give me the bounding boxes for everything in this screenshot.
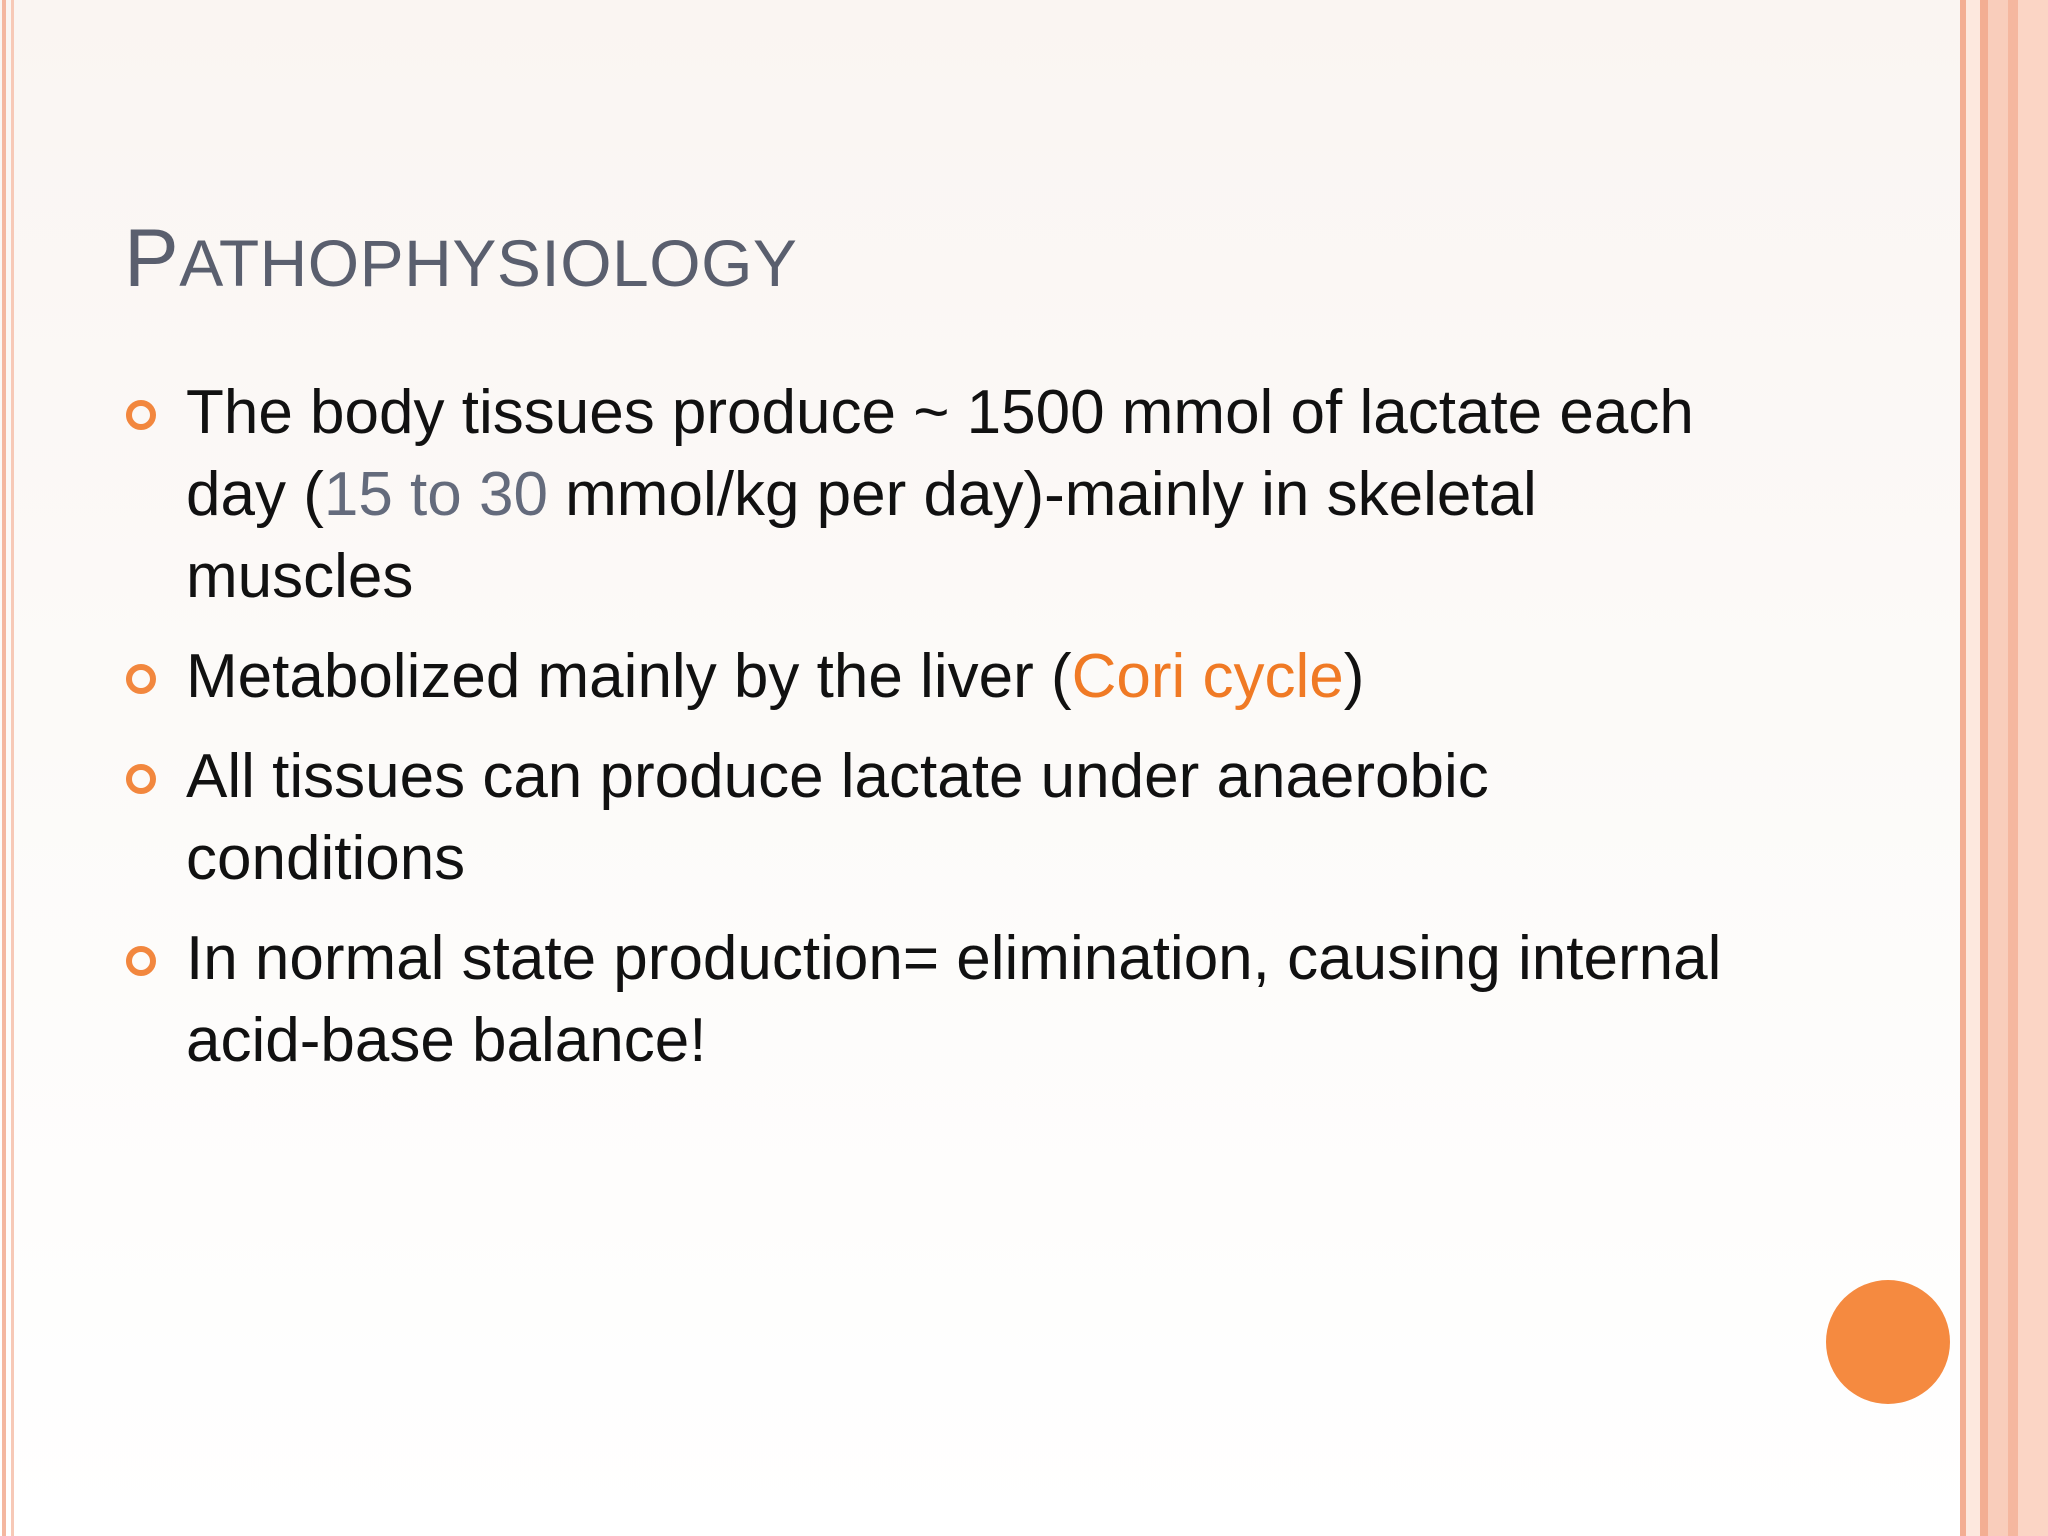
bullet-text: The body tissues produce ~ 1500 mmol of lactate each day (	[186, 378, 1694, 529]
left-border-line	[2, 0, 6, 1536]
decorative-circle	[1826, 1280, 1950, 1404]
bullet-highlight-range: 15 to 30	[323, 460, 548, 529]
right-border-stripe	[2008, 0, 2018, 1536]
slide-title	[124, 214, 797, 308]
bullet-item	[124, 372, 1744, 618]
bullet-text: All tissues can produce lactate under anaerobic conditions	[186, 742, 1489, 893]
bullet-text: mmol/kg per day)-mainly in skeletal muscles	[186, 460, 1537, 611]
left-border-line	[11, 0, 14, 1536]
right-border-stripe	[1966, 0, 1980, 1536]
right-border-stripe	[2018, 0, 2048, 1536]
right-border-stripe	[1988, 0, 2008, 1536]
slide-title-initial: P	[124, 213, 180, 304]
bullet-text: In normal state production= elimination, causing internal acid-base balance!	[186, 924, 1722, 1075]
ring-bullet-icon	[126, 764, 156, 794]
ring-bullet-icon	[126, 664, 156, 694]
bullet-highlight-cori-cycle: Cori cycle	[1071, 642, 1344, 711]
bullet-item	[124, 636, 1744, 718]
bullet-text: )	[1343, 642, 1365, 711]
bullet-text: Metabolized mainly by the liver (	[186, 642, 1072, 711]
slide-title-rest: ATHOPHYSIOLOGY	[179, 226, 798, 300]
bullet-item	[124, 736, 1744, 900]
ring-bullet-icon	[126, 400, 156, 430]
bullet-item	[124, 918, 1744, 1082]
right-border-stripe	[1980, 0, 1988, 1536]
ring-bullet-icon	[126, 946, 156, 976]
bullet-list	[124, 372, 1744, 1100]
